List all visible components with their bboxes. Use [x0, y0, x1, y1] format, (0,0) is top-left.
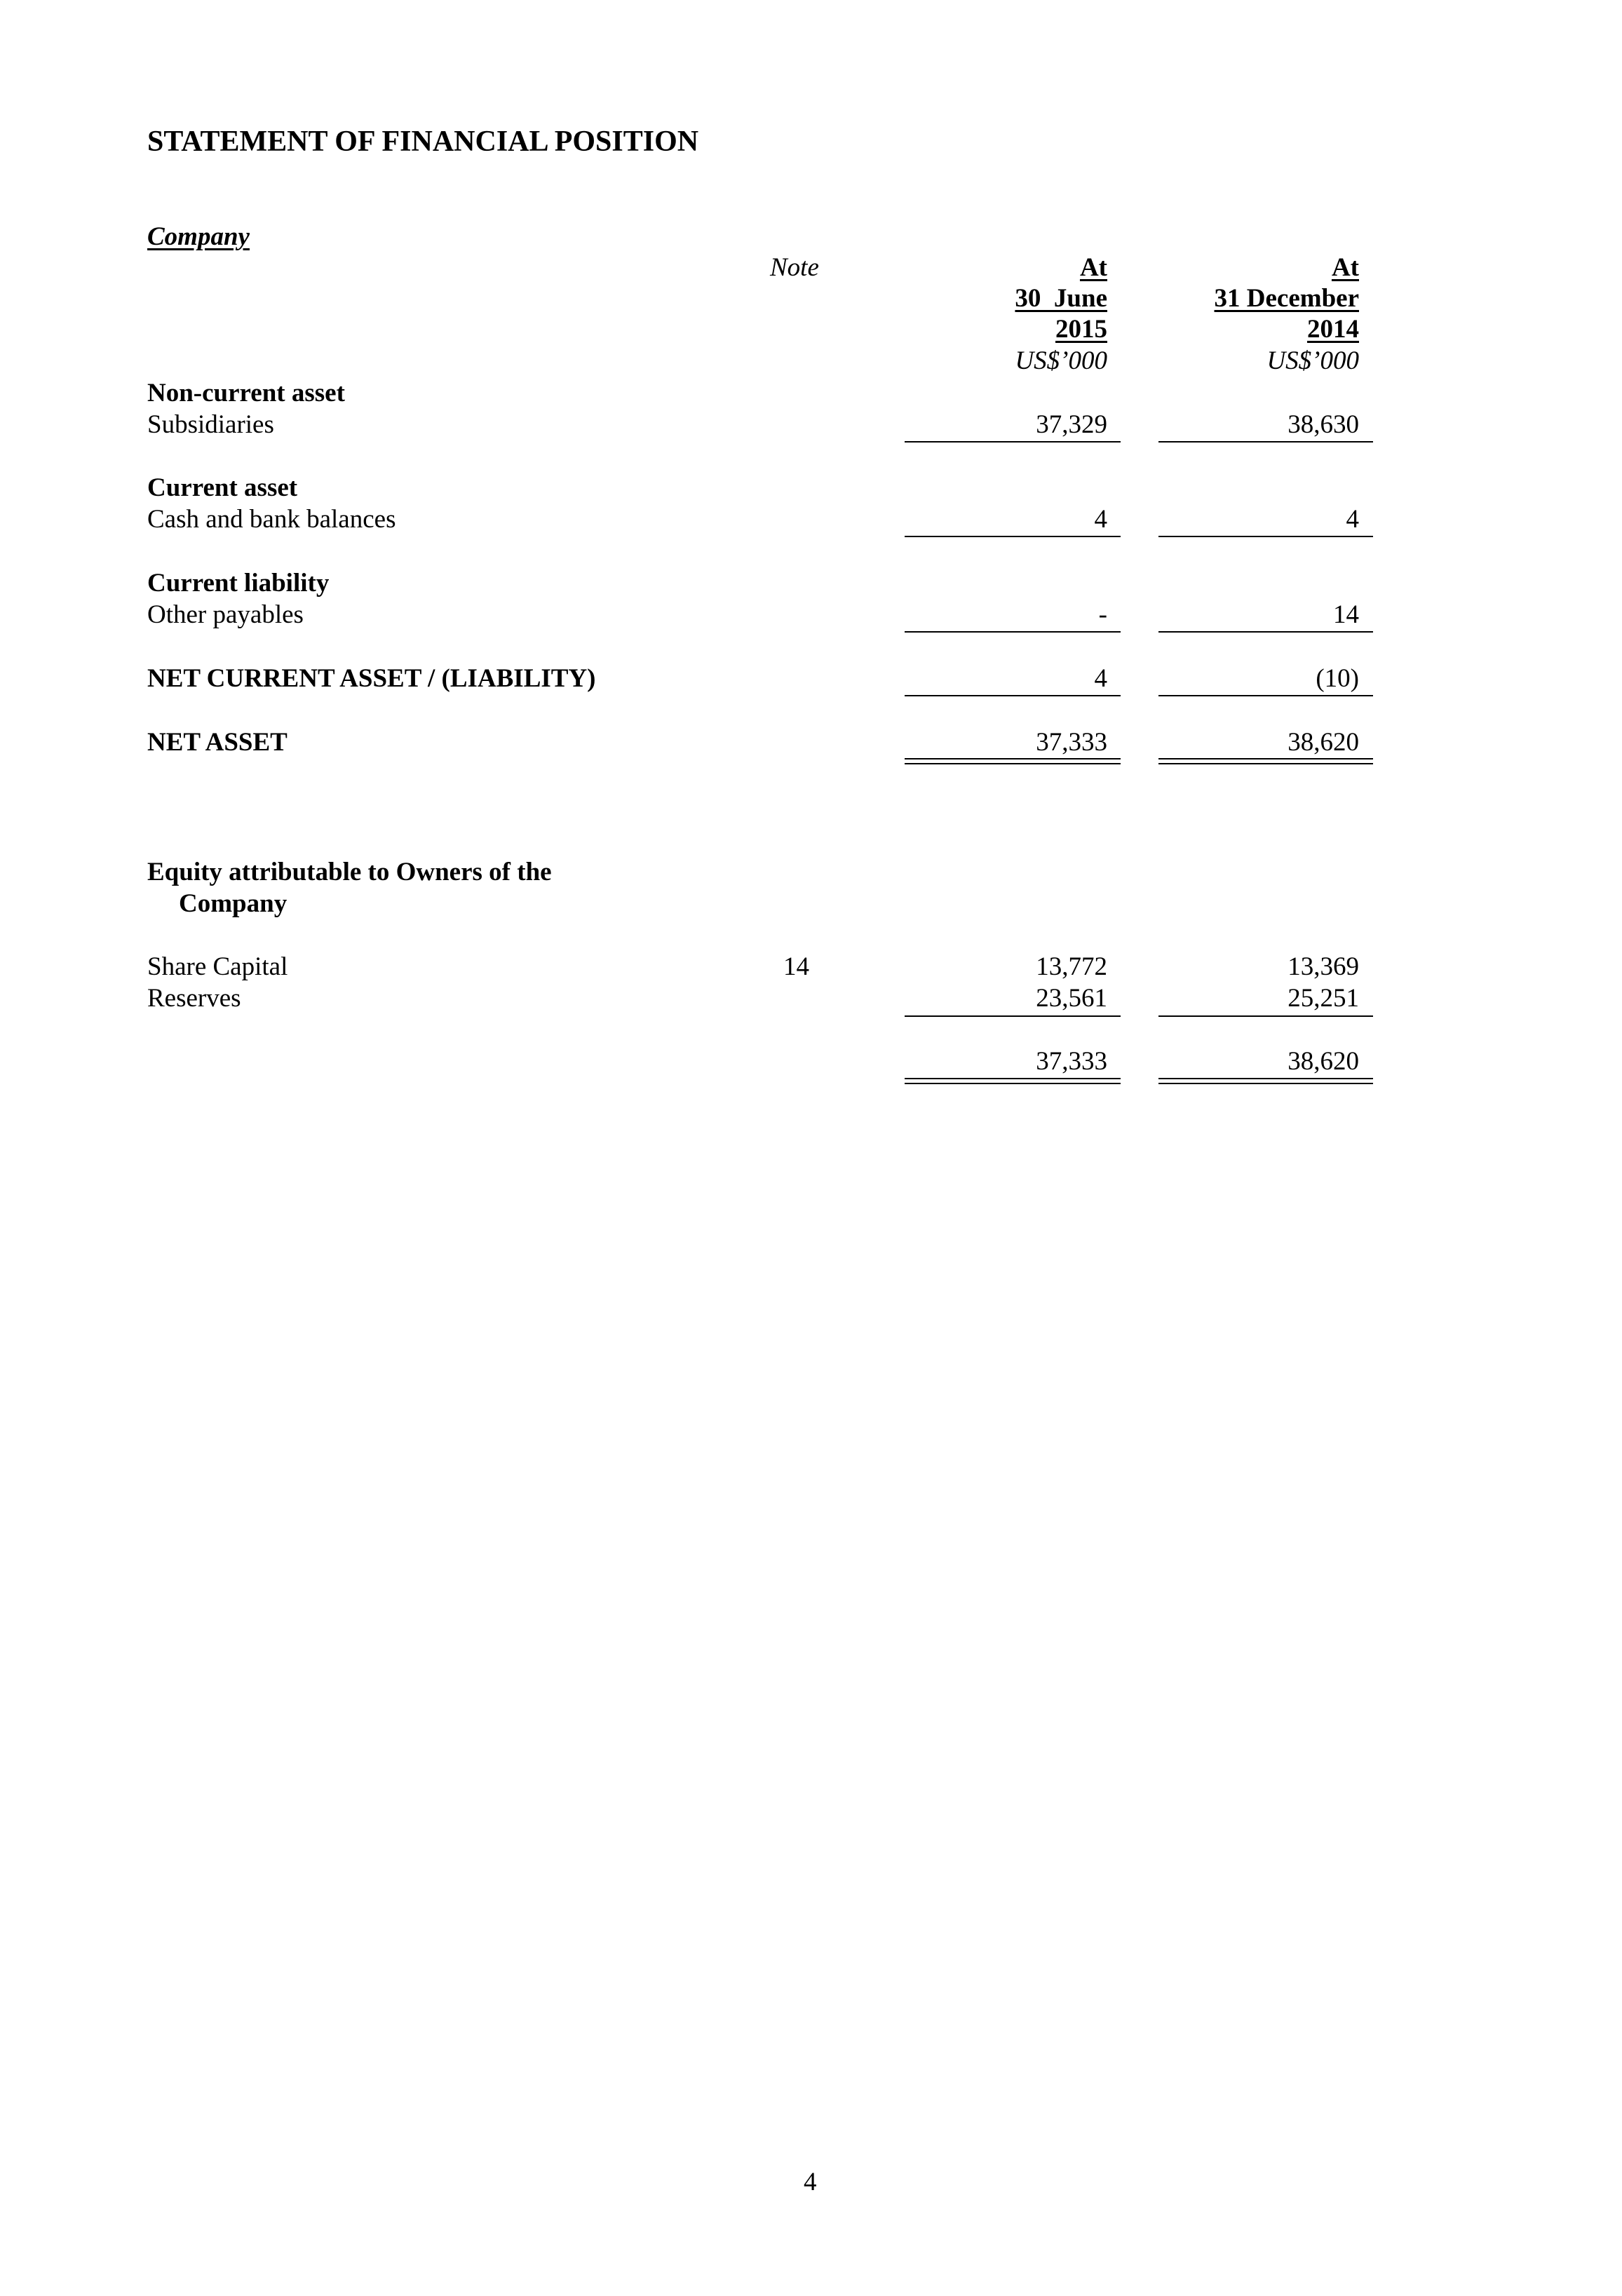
subsidiaries-value-2014: 38,630 [1288, 410, 1359, 439]
subtotal-rule [905, 695, 1121, 696]
noncurrent-asset-heading: Non-current asset [147, 379, 345, 407]
payables-value-2015: - [1098, 600, 1107, 629]
net-asset-label: NET ASSET [147, 728, 288, 757]
note-column-header: Note [770, 253, 819, 282]
share-capital-label: Share Capital [147, 952, 288, 981]
share-capital-value-2014: 13,369 [1288, 952, 1359, 981]
col2-unit: US$’000 [1266, 346, 1359, 375]
equity-heading-continued: Company [179, 889, 288, 918]
equity-total-2015: 37,333 [1036, 1047, 1107, 1076]
page-title: STATEMENT OF FINANCIAL POSITION [147, 126, 699, 158]
total-double-rule [905, 1078, 1121, 1084]
reserves-value-2014: 25,251 [1288, 984, 1359, 1013]
cash-label: Cash and bank balances [147, 505, 396, 534]
subtotal-rule [905, 631, 1121, 633]
payables-label: Other payables [147, 600, 304, 629]
net-current-value-2014: (10) [1316, 664, 1359, 693]
total-double-rule [1158, 1078, 1373, 1084]
share-capital-note: 14 [783, 952, 809, 981]
current-liability-heading: Current liability [147, 569, 330, 597]
reserves-value-2015: 23,561 [1036, 984, 1107, 1013]
share-capital-value-2015: 13,772 [1036, 952, 1107, 981]
col2-header-line2: 31 December [1214, 284, 1359, 313]
net-asset-value-2014: 38,620 [1288, 728, 1359, 757]
col2-header-line1: At [1331, 253, 1359, 282]
net-current-label: NET CURRENT ASSET / (LIABILITY) [147, 664, 596, 693]
col2-header-line3: 2014 [1307, 315, 1359, 344]
current-asset-heading: Current asset [147, 473, 298, 502]
subsidiaries-label: Subsidiaries [147, 410, 274, 439]
subtotal-rule [1158, 1015, 1373, 1017]
col1-header-line1: At [1079, 253, 1107, 282]
cash-value-2015: 4 [1094, 505, 1107, 534]
total-double-rule [1158, 758, 1373, 764]
page-number: 4 [804, 2168, 817, 2196]
subtotal-rule [1158, 631, 1373, 633]
equity-total-2014: 38,620 [1288, 1047, 1359, 1076]
equity-heading: Equity attributable to Owners of the [147, 858, 552, 886]
cash-value-2014: 4 [1346, 505, 1359, 534]
reserves-label: Reserves [147, 984, 241, 1013]
subtotal-rule [1158, 536, 1373, 537]
col1-header-line3: 2015 [1055, 315, 1107, 344]
subtotal-rule [1158, 441, 1373, 443]
total-double-rule [905, 758, 1121, 764]
subtotal-rule [905, 536, 1121, 537]
subtotal-rule [1158, 695, 1373, 696]
section-label: Company [147, 222, 250, 251]
subtotal-rule [905, 1015, 1121, 1017]
net-current-value-2015: 4 [1094, 664, 1107, 693]
col1-unit: US$’000 [1015, 346, 1107, 375]
subsidiaries-value-2015: 37,329 [1036, 410, 1107, 439]
payables-value-2014: 14 [1333, 600, 1359, 629]
col1-header-line2: 30 June [1015, 284, 1107, 313]
subtotal-rule [905, 441, 1121, 443]
net-asset-value-2015: 37,333 [1036, 728, 1107, 757]
